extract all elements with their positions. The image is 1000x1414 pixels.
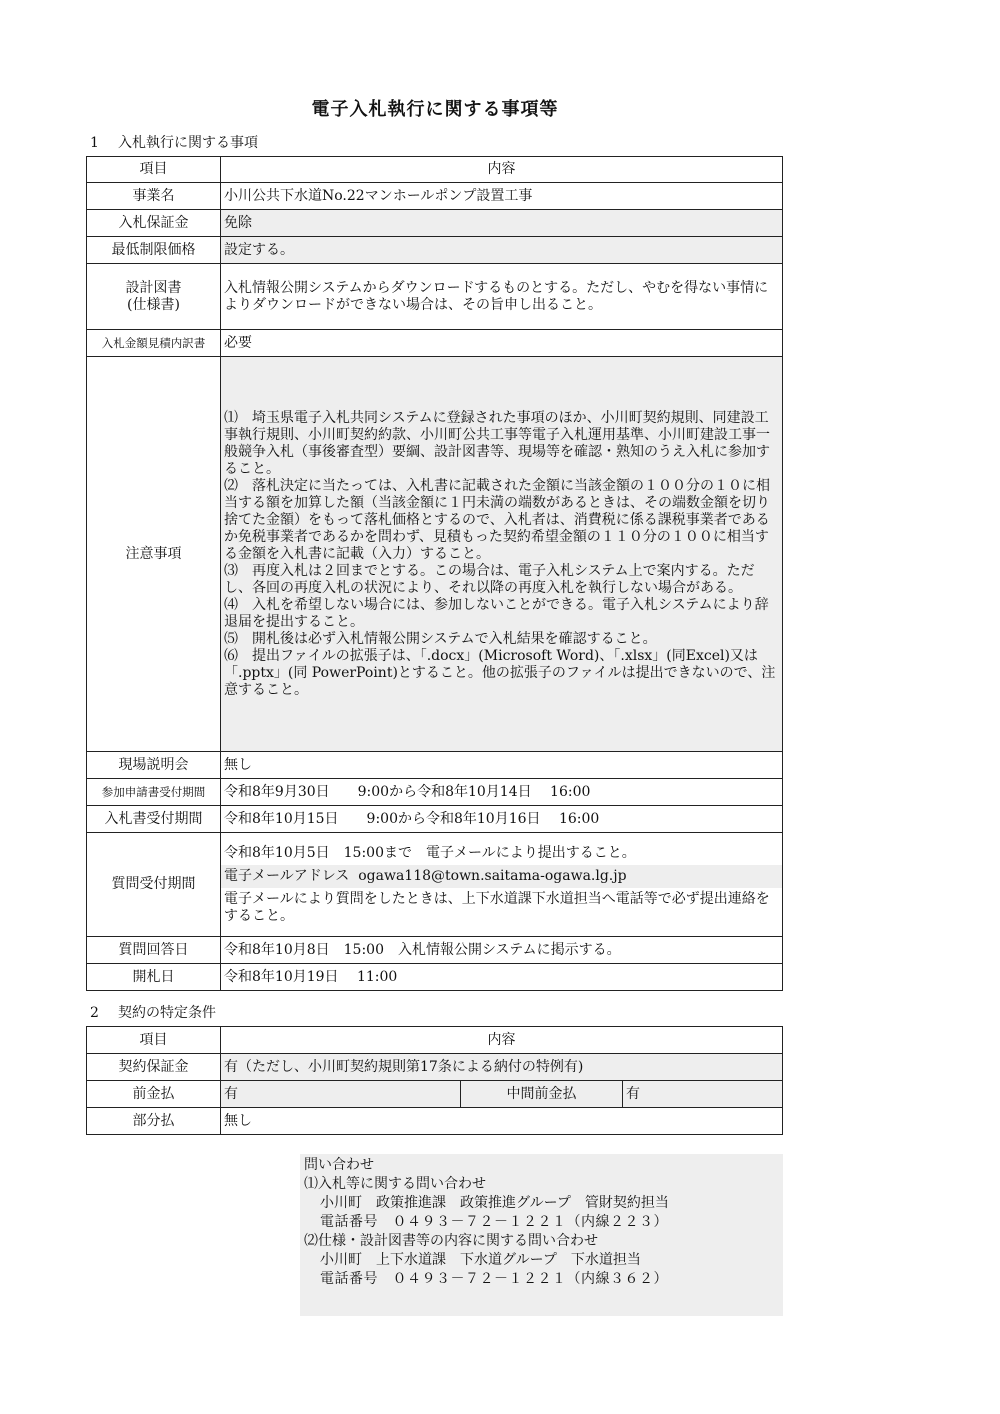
mid-advance-label: 中間前金払: [461, 1081, 623, 1108]
bid-bond-label: 入札保証金: [87, 210, 221, 237]
briefing-label: 現場説明会: [87, 752, 221, 779]
contact-q2-tel: 電話番号 ０４９３－７２－１２２１（内線３６２）: [320, 1271, 668, 1287]
contract-bond-value: 有（ただし、小川町契約規則第17条による納付の特例有): [221, 1054, 783, 1081]
briefing-value: 無し: [221, 752, 783, 779]
contract-bond-label: 契約保証金: [87, 1054, 221, 1081]
bid-period-value: 令和8年10月15日 9:00から令和8年10月16日 16:00: [221, 806, 783, 833]
questions-label: 質問受付期間: [87, 833, 221, 937]
email-label: 電子メールアドレス: [224, 867, 350, 884]
section2-title: 契約の特定条件: [118, 1005, 216, 1021]
answer-value: 令和8年10月8日 15:00 入札情報公開システムに掲示する。: [221, 937, 783, 964]
min-price-value: 設定する。: [221, 237, 783, 264]
application-label: 参加申請書受付期間: [87, 779, 221, 806]
questions-deadline: 令和8年10月5日 15:00まで 電子メールにより提出すること。: [224, 844, 636, 861]
estimate-value: 必要: [221, 330, 783, 357]
mid-advance-value: 有: [623, 1081, 783, 1108]
contact-heading: 問い合わせ: [304, 1157, 374, 1173]
section1-title: 入札執行に関する事項: [118, 135, 258, 151]
header-item: 項目: [87, 1027, 221, 1054]
questions-value: [221, 833, 783, 937]
header-content: 内容: [221, 1027, 783, 1054]
opening-value: 令和8年10月19日 11:00: [221, 964, 783, 991]
note-item: ⑴ 埼玉県電子入札共同システムに登録された事項のほか、小川町契約規則、同建設工事執行規則、小川町契約約款、小川町公共工事等電子入札運用基準、小川町建設工事一般競争入札（事後審査型）要綱、設計図書等、現場等を確認・熟知のうえ入札に参加すること。: [224, 409, 770, 477]
bid-execution-table: [86, 156, 783, 991]
note-item: ⑹ 提出ファイルの拡張子は、「.docx」(Microsoft Word)、「.xlsx」(同Excel)又は「.pptx」(同 PowerPoint)とすること。他の拡張子のファイルは提出できないので、注意すること。: [224, 647, 776, 698]
contract-conditions-table: [86, 1026, 783, 1135]
page-title: 電子入札執行に関する事項等: [311, 99, 559, 120]
section2-heading: [90, 1002, 216, 1022]
contact-q2-dept: 小川町 上下水道課 下水道グループ 下水道担当: [320, 1252, 641, 1268]
project-value: 小川公共下水道No.22マンホールポンプ設置工事: [221, 183, 783, 210]
header-item: 項目: [87, 157, 221, 183]
section1-number: 1: [90, 135, 99, 151]
contact-q1-title: ⑴入札等に関する問い合わせ: [304, 1176, 486, 1192]
contact-q1-tel: 電話番号 ０４９３－７２－１２２１（内線２２３）: [320, 1214, 668, 1230]
answer-label: 質問回答日: [87, 937, 221, 964]
design-docs-value: 入札情報公開システムからダウンロードするものとする。ただし、やむを得ない事情によりダウンロードができない場合は、その旨申し出ること。: [221, 264, 783, 330]
note-item: ⑷ 入札を希望しない場合には、参加しないことができる。電子入札システムにより辞退届を提出すること。: [224, 596, 769, 630]
notes-value: [221, 357, 783, 752]
header-content: 内容: [221, 157, 783, 183]
opening-label: 開札日: [87, 964, 221, 991]
advance-label: 前金払: [87, 1081, 221, 1108]
contact-q2-title: ⑵仕様・設計図書等の内容に関する問い合わせ: [304, 1233, 598, 1249]
partial-value: 無し: [221, 1108, 783, 1135]
partial-label: 部分払: [87, 1108, 221, 1135]
project-label: 事業名: [87, 183, 221, 210]
advance-value: 有: [221, 1081, 461, 1108]
estimate-label: 入札金額見積内訳書: [87, 330, 221, 357]
bid-period-label: 入札書受付期間: [87, 806, 221, 833]
design-docs-label-line2: (仕様書): [127, 296, 180, 313]
notes-label: 注意事項: [87, 357, 221, 752]
contact-q1-dept: 小川町 政策推進課 政策推進グループ 管財契約担当: [320, 1195, 669, 1211]
design-docs-label-line1: 設計図書: [125, 279, 182, 296]
min-price-label: 最低制限価格: [87, 237, 221, 264]
design-docs-label: [87, 264, 221, 330]
note-item: ⑵ 落札決定に当たっては、入札書に記載された金額に当該金額の１００分の１０に相当する額を加算した額（当該金額に１円未満の端数があるときは、その端数金額を切り捨てた金額）をもって落札価格とするので、入札者は、消費税に係る課税事業者であるか免税事業者であるかを問わず、見積もった契約希望金額の１１０分の１００に相当する金額を入札書に記載（入力）すること。: [224, 477, 770, 562]
questions-note: 電子メールにより質問をしたときは、上下水道課下水道担当へ電話等で必ず提出連絡をすること。: [224, 890, 770, 924]
bid-bond-value: 免除: [221, 210, 783, 237]
section1-heading: [90, 132, 258, 152]
questions-email-row: [221, 865, 782, 888]
contact-box: [300, 1154, 783, 1316]
note-item: ⑸ 開札後は必ず入札情報公開システムで入札結果を確認すること。: [224, 630, 657, 647]
note-item: ⑶ 再度入札は２回までとする。この場合は、電子入札システム上で案内する。ただし、各回の再度入札の状況により、それ以降の再度入札を執行しない場合がある。: [224, 562, 755, 596]
email-address[interactable]: ogawa118@town.saitama-ogawa.lg.jp: [358, 867, 627, 884]
section2-number: 2: [90, 1005, 99, 1021]
application-value: 令和8年9月30日 9:00から令和8年10月14日 16:00: [221, 779, 783, 806]
